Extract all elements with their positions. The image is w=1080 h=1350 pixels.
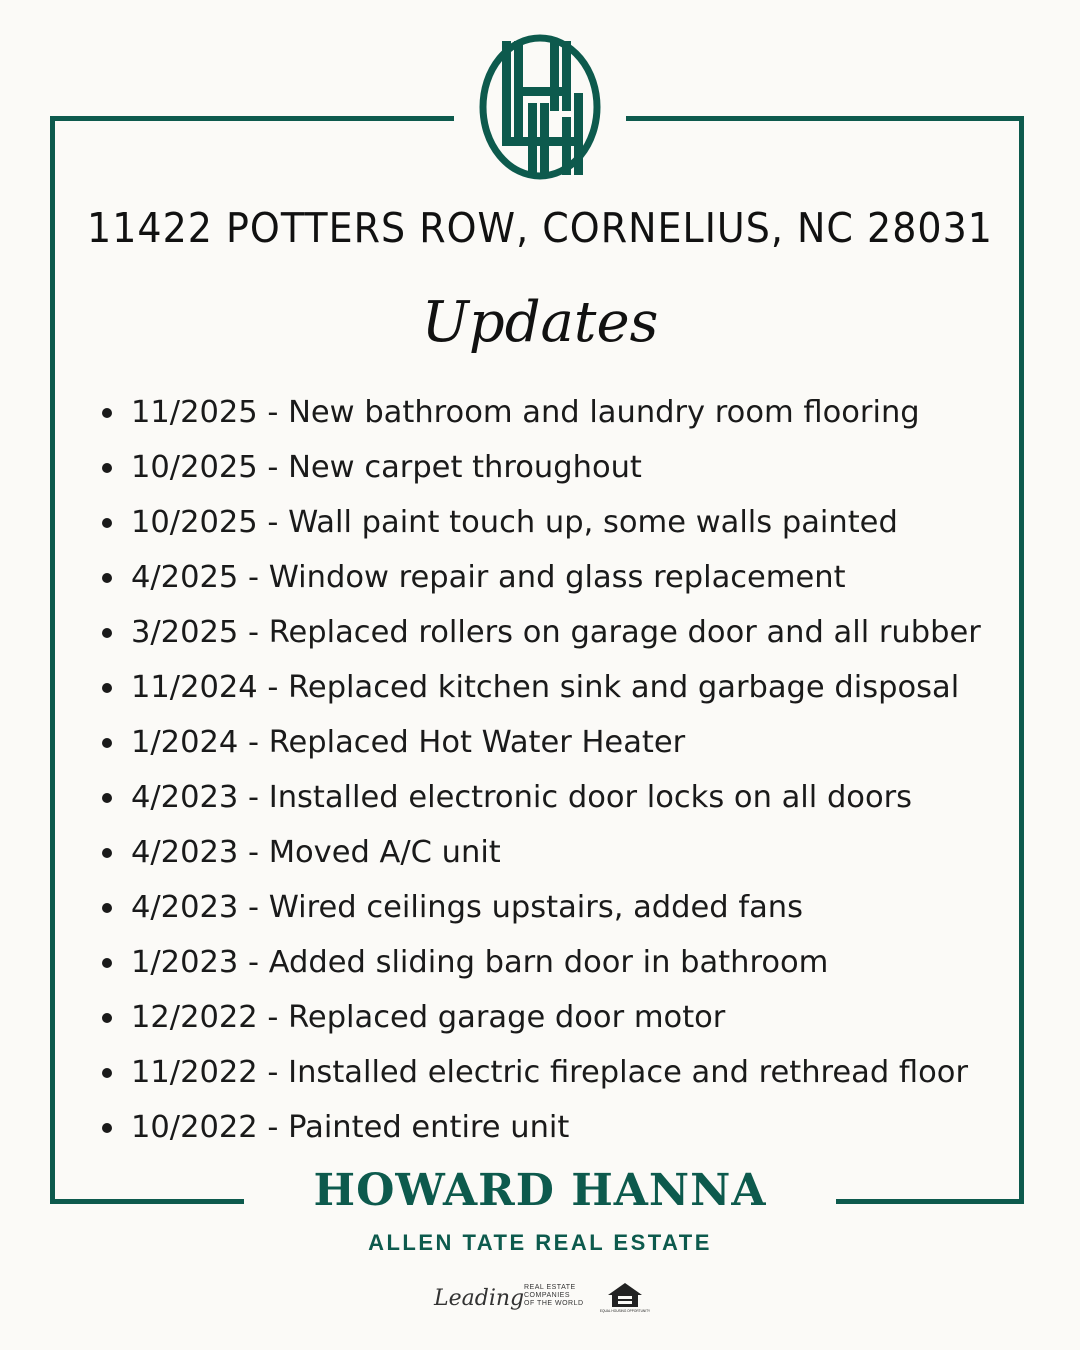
bullet-dot [102,683,112,693]
leading-logo-text [524,1284,594,1308]
eho-label: EQUAL HOUSING OPPORTUNITY [599,1309,651,1313]
bullet-dot [102,518,112,528]
update-text: 3/2025 - Replaced rollers on garage door and all rubber [131,615,981,650]
frame-right [1019,116,1024,1204]
list-item [100,440,981,495]
list-item [100,770,981,825]
update-text: 4/2023 - Installed electronic door locks on all doors [131,780,913,815]
bullet-dot [102,958,112,968]
list-item [100,495,981,550]
update-text: 1/2023 - Added sliding barn door in bathroom [131,945,829,980]
bullet-dot [102,1013,112,1023]
frame-left [50,116,55,1204]
update-text: 11/2022 - Installed electric fireplace and rethread floor [131,1055,968,1090]
update-text: 1/2024 - Replaced Hot Water Heater [131,725,686,760]
bullet-dot [102,463,112,473]
brand-subtitle: ALLEN TATE REAL ESTATE [368,1230,712,1255]
list-item [100,825,981,880]
update-text: 11/2025 - New bathroom and laundry room flooring [131,395,920,430]
equal-housing-icon [599,1282,651,1316]
list-item [100,1100,981,1155]
update-text: 4/2023 - Wired ceilings upstairs, added fans [131,890,803,925]
update-text: 10/2025 - Wall paint touch up, some walls painted [131,505,898,540]
bullet-dot [102,903,112,913]
leading-line: OF THE WORLD [524,1300,584,1307]
bullet-dot [102,628,112,638]
leading-line: REAL ESTATE [524,1284,576,1291]
list-item [100,880,981,935]
update-text: 4/2023 - Moved A/C unit [131,835,501,870]
update-text: 10/2025 - New carpet throughout [131,450,642,485]
list-item [100,990,981,1045]
frame-top-right [626,116,1024,121]
bullet-dot [102,1123,112,1133]
list-item [100,605,981,660]
update-text: 12/2022 - Replaced garage door motor [131,1000,726,1035]
list-item [100,385,981,440]
updates-heading: Updates [421,290,659,355]
hh-monogram-icon [478,33,602,181]
updates-list [100,385,981,1155]
bullet-dot [102,573,112,583]
bullet-dot [102,848,112,858]
update-text: 11/2024 - Replaced kitchen sink and garbage disposal [131,670,960,705]
bullet-dot [102,738,112,748]
update-text: 10/2022 - Painted entire unit [131,1110,570,1145]
list-item [100,1045,981,1100]
property-address: 11422 POTTERS ROW, CORNELIUS, NC 28031 [87,204,993,252]
leading-logo-script: Leading [434,1286,525,1311]
list-item [100,550,981,605]
leading-line: COMPANIES [524,1292,570,1299]
brand-name: HOWARD HANNA [313,1165,767,1216]
update-text: 4/2025 - Window repair and glass replacement [131,560,846,595]
list-item [100,935,981,990]
bullet-dot [102,408,112,418]
list-item [100,660,981,715]
frame-top-left [50,116,454,121]
bullet-dot [102,1068,112,1078]
list-item [100,715,981,770]
bullet-dot [102,793,112,803]
footer-badges [434,1280,654,1320]
